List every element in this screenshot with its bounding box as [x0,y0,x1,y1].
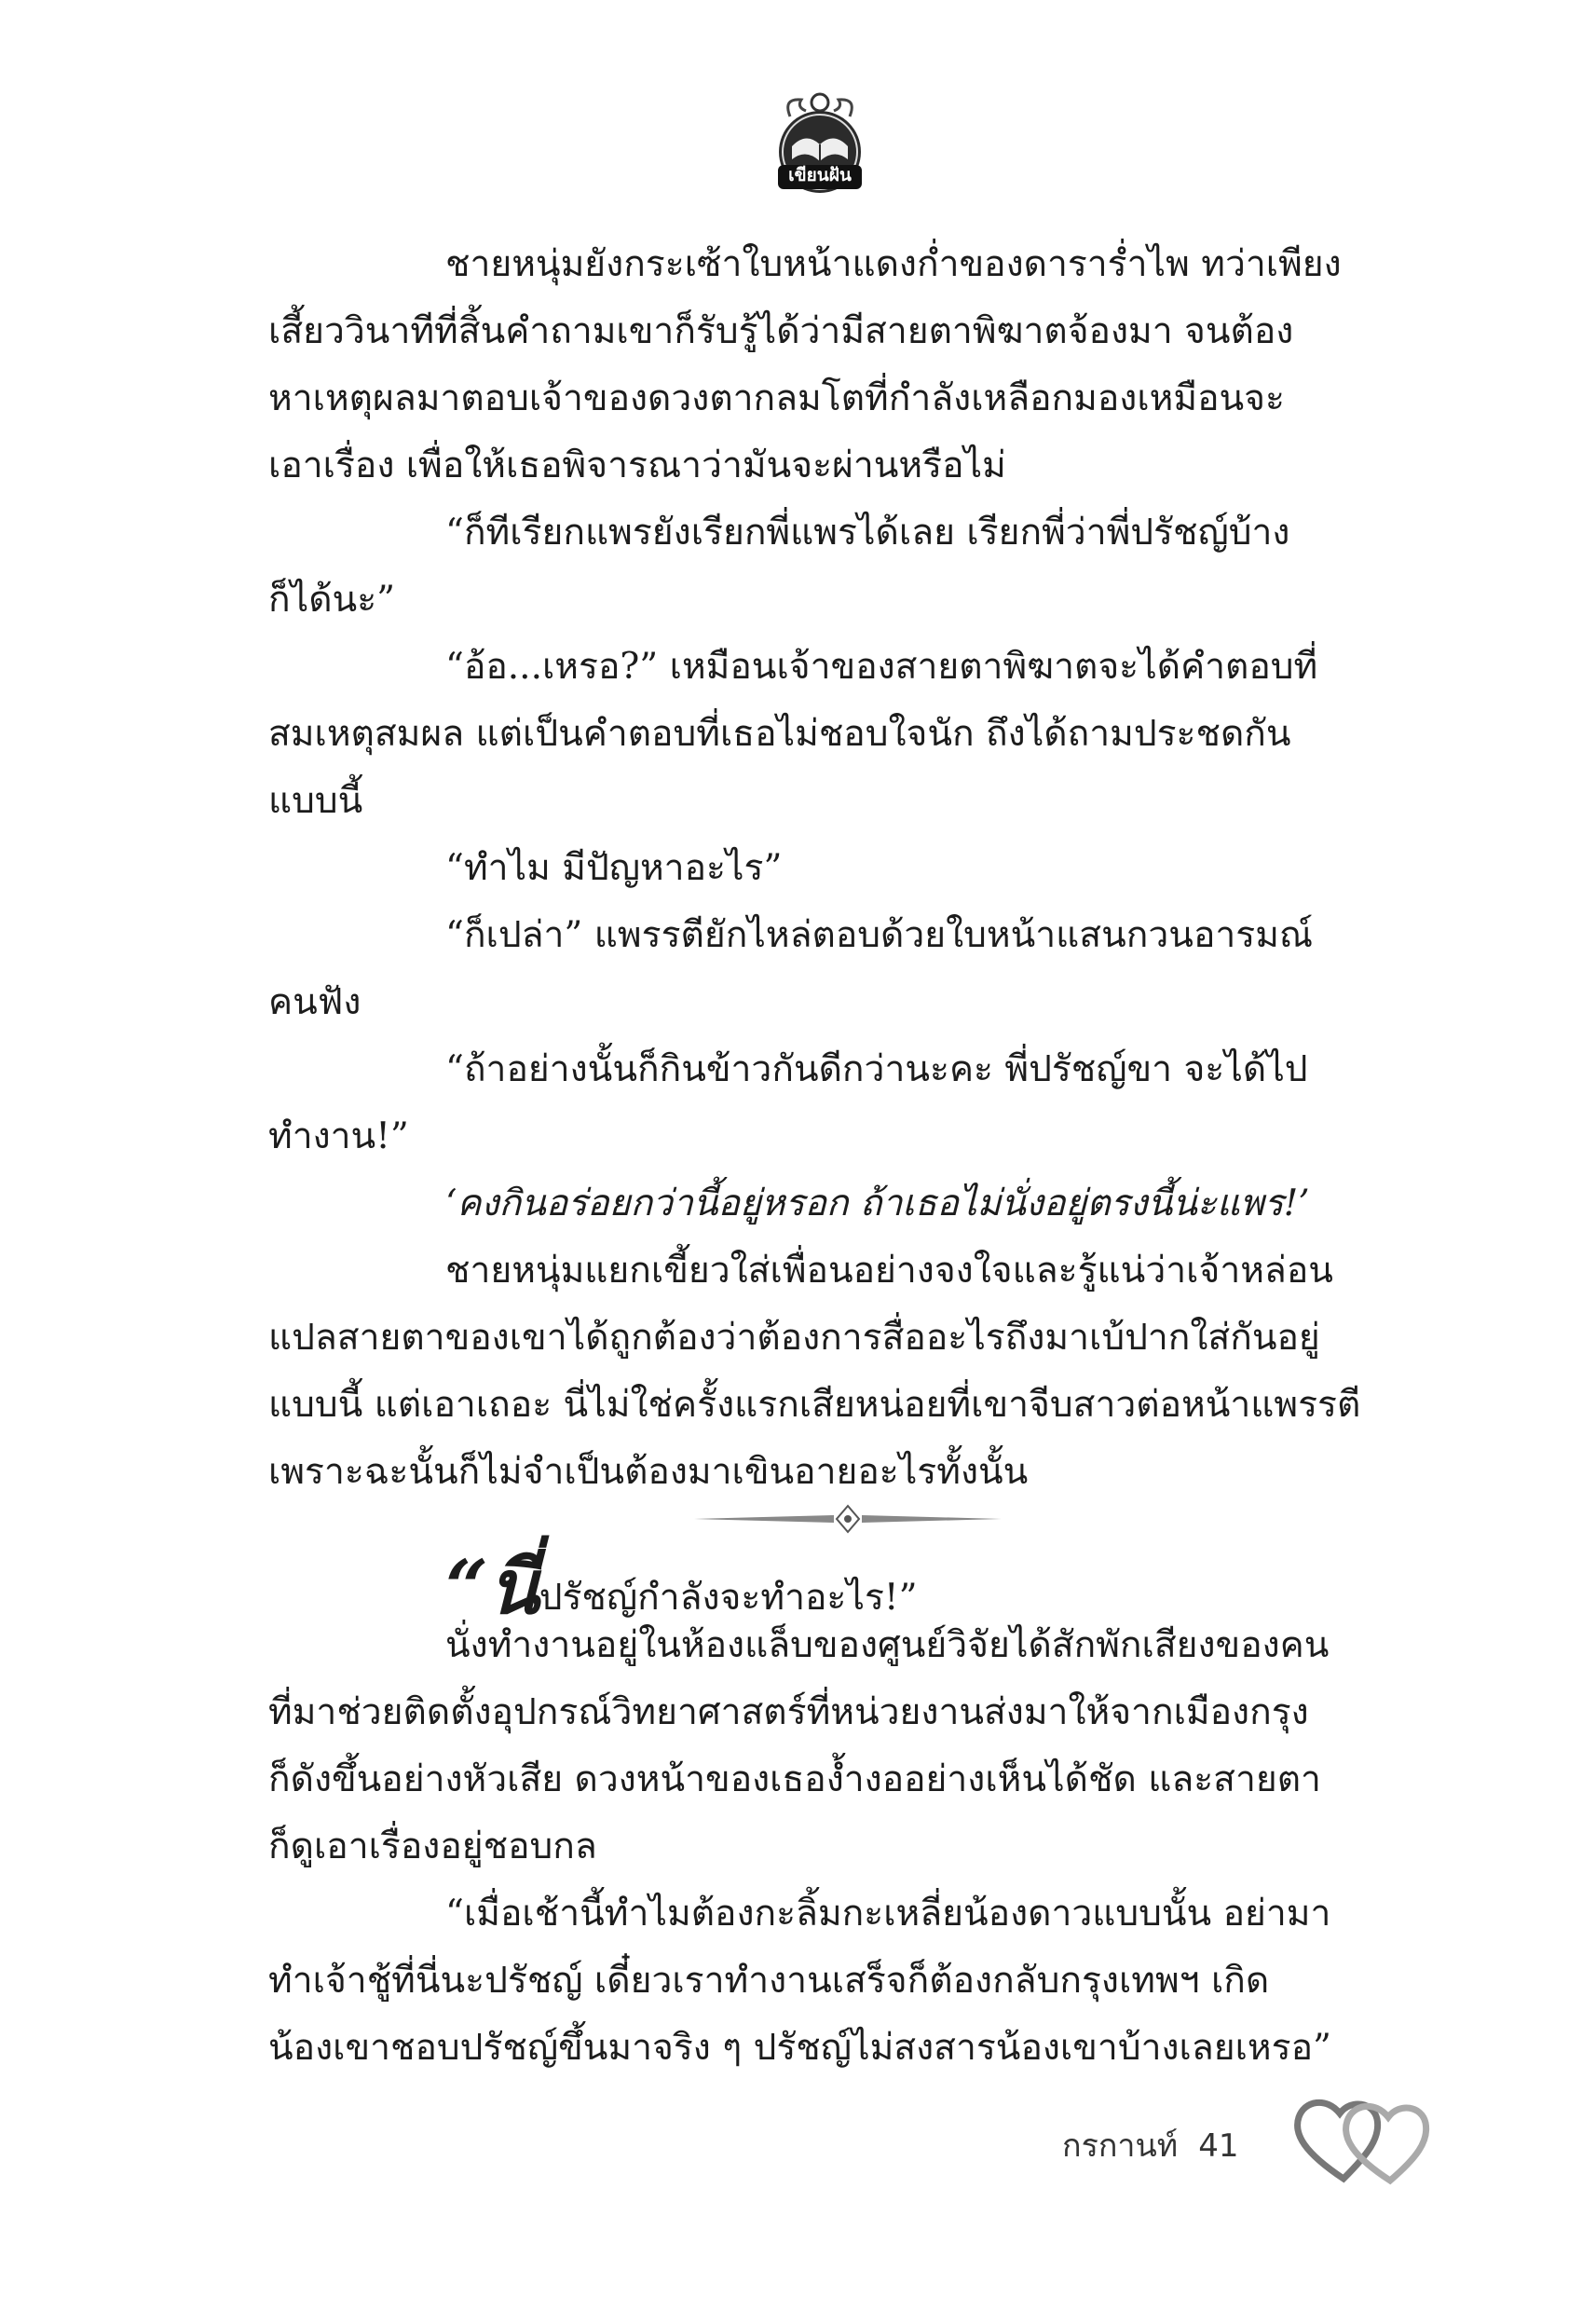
publisher-logo [764,79,876,200]
text-line: “เมื่อเช้านี้ทำไมต้องกะลิ้มกะเหลี่ยน้องดาวแบบนั้น อย่ามา [445,1893,1331,1935]
text-line: เพราะฉะนั้นก็ไม่จำเป็นต้องมาเขินอายอะไรทั้งนั้น [268,1451,1029,1493]
text-line: ก็ดูเอาเรื่องอยู่ชอบกล [268,1826,597,1867]
logo-text: เขียนฝัน [788,165,852,185]
text-line: ชายหนุ่มยังกระเซ้าใบหน้าแดงก่ำของดาราร่ำไพ ทว่าเพียง [445,243,1342,285]
text-line: “ถ้าอย่างนั้นก็กินข้าวกันดีกว่านะคะ พี่ปรัชญ์ขา จะได้ไป [445,1048,1308,1090]
text-line: น้องเขาชอบปรัชญ์ขึ้นมาจริง ๆ ปรัชญ์ไม่สงสารน้องเขาบ้างเลยเหรอ” [268,2027,1331,2069]
page-footer [1062,2120,1238,2170]
text-line: ชายหนุ่มแยกเขี้ยวใส่เพื่อนอย่างจงใจและรู้แน่ว่าเจ้าหล่อน [445,1250,1333,1292]
hearts-icon [1286,2087,1444,2190]
page-number: 41 [1198,2127,1239,2165]
drop-word: “นี่ [445,1543,539,1631]
text-line: หาเหตุผลมาตอบเจ้าของดวงตากลมโตที่กำลังเหลือกมองเหมือนจะ [268,377,1285,419]
text-line: คนฟัง [268,981,361,1023]
text-line: “อ้อ...เหรอ?” เหมือนเจ้าของสายตาพิฆาตจะได้คำตอบที่ [445,646,1318,688]
running-title: กรกานท์ [1062,2127,1179,2165]
opening-line-rest: ปรัชญ์กำลังจะทำอะไร!” [539,1577,918,1619]
text-line: แบบนี้ [268,780,363,822]
text-line: สมเหตุสมผล แต่เป็นคำตอบที่เธอไม่ชอบใจนัก ถึงได้ถามประชดกัน [268,713,1291,755]
text-line: ก็ดังขึ้นอย่างหัวเสีย ดวงหน้าของเธอง้ำงออย่างเห็นได้ชัด และสายตา [268,1758,1321,1800]
text-line: ทำงาน!” [268,1115,409,1157]
text-line: ก็ได้นะ” [268,579,396,621]
text-line: เสี้ยววินาทีที่สิ้นคำถามเขาก็รับรู้ได้ว่ามีสายตาพิฆาตจ้องมา จนต้อง [268,310,1294,352]
text-line: ทำเจ้าชู้ที่นี่นะปรัชญ์ เดี๋ยวเราทำงานเสร็จก็ต้องกลับกรุงเทพฯ เกิด [268,1960,1270,2002]
text-line: ‘คงกินอร่อยกว่านี้อยู่หรอก ถ้าเธอไม่นั่งอยู่ตรงนี้น่ะแพร!’ [445,1183,1310,1224]
text-line: “ก็เปล่า” แพรรตียักไหล่ตอบด้วยใบหน้าแสนกวนอารมณ์ [445,914,1314,956]
body-text-bottom [268,1612,1412,2082]
text-line: แปลสายตาของเขาได้ถูกต้องว่าต้องการสื่ออะไรถึงมาเบ้ปากใส่กันอยู่ [268,1317,1320,1359]
text-line: นั่งทำงานอยู่ในห้องแล็บของศูนย์วิจัยได้สักพักเสียงของคน [445,1624,1330,1666]
text-line: “ก็ทีเรียกแพรยังเรียกพี่แพรได้เลย เรียกพี่ว่าพี่ปรัชญ์บ้าง [445,512,1290,554]
text-line: เอาเรื่อง เพื่อให้เธอพิจารณาว่ามันจะผ่านหรือไม่ [268,444,1006,486]
text-line: “ทำไม มีปัญหาอะไร” [445,847,783,889]
body-text-top [268,231,1412,1506]
text-line: แบบนี้ แต่เอาเถอะ นี่ไม่ใช่ครั้งแรกเสียหน่อยที่เขาจีบสาวต่อหน้าแพรรตี [268,1384,1361,1426]
text-line: ที่มาช่วยติดตั้งอุปกรณ์วิทยาศาสตร์ที่หน่วยงานส่งมาให้จากเมืองกรุง [268,1691,1309,1733]
